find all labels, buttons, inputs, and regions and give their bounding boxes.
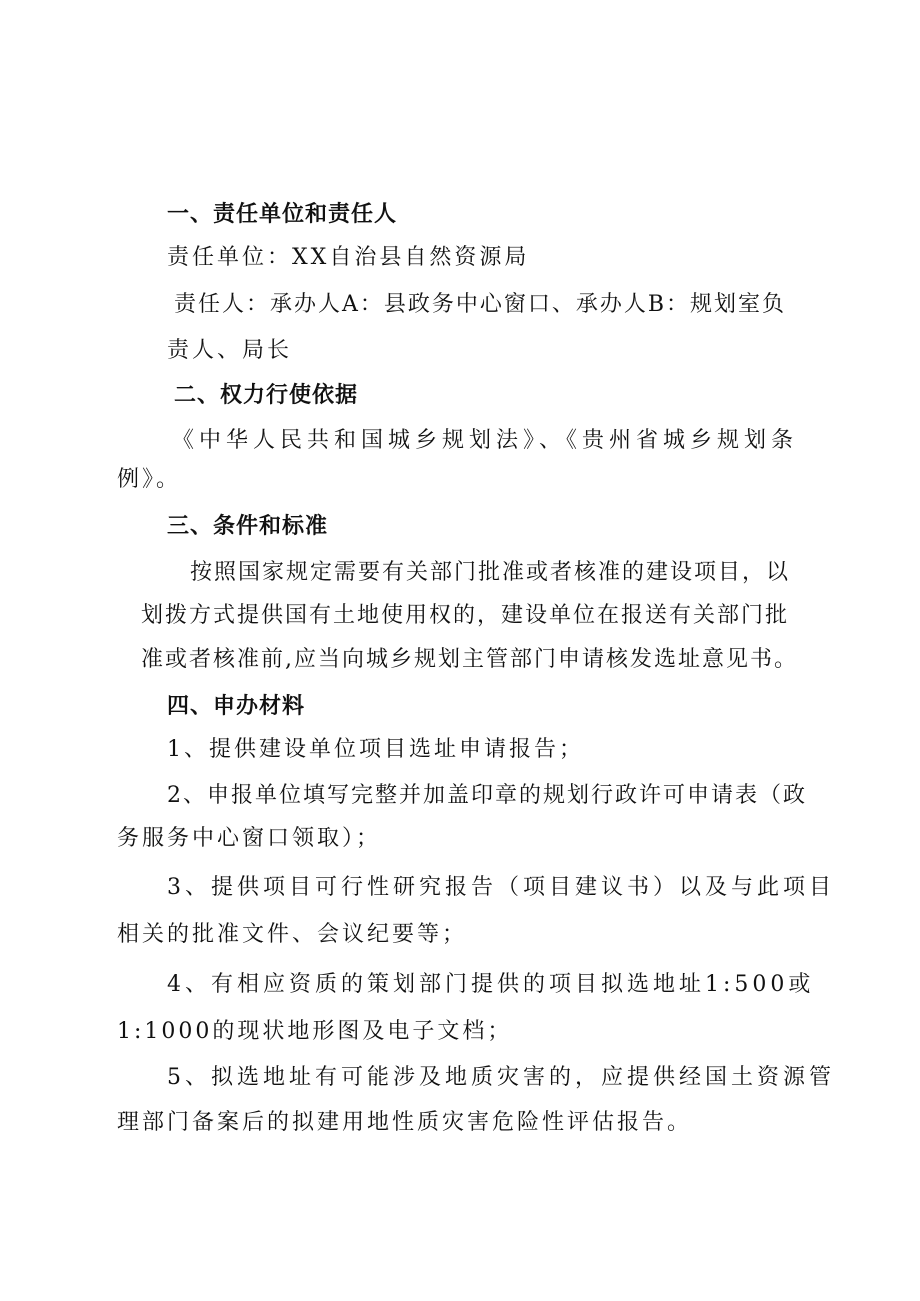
material-item-5-line-1: 5、拟选地址有可能涉及地质灾害的，应提供经国土资源管: [167, 1065, 835, 1090]
material-item-2-line-1: 2、申报单位填写完整并加盖印章的规划行政许可申请表（政: [167, 783, 807, 808]
section-2-heading: 二、权力行使依据: [174, 383, 359, 408]
responsible-person-line-1: 责任人：承办人A：县政务中心窗口、承办人B：规划室负: [174, 292, 787, 317]
section-4-heading: 四、申办材料: [167, 694, 306, 719]
legal-basis-line-2: 例》。: [117, 467, 182, 492]
conditions-line-2: 划拨方式提供国有土地使用权的，建设单位在报送有关部门批: [141, 603, 790, 628]
section-3-heading: 三、条件和标准: [167, 514, 329, 539]
legal-basis-line-1: 《中华人民共和国城乡规划法》、《贵州省城乡规划条: [172, 428, 799, 453]
conditions-line-1: 按照国家规定需要有关部门批准或者核准的建设项目，以: [190, 560, 791, 585]
material-item-5-line-2: 理部门备案后的拟建用地性质灾害危险性评估报告。: [117, 1110, 693, 1135]
material-item-4-line-2: 1:1000的现状地形图及电子文档；: [117, 1019, 513, 1044]
section-1-heading: 一、责任单位和责任人: [167, 202, 398, 227]
material-item-3-line-2: 相关的批准文件、会议纪要等；: [117, 922, 468, 947]
material-item-4-line-1: 4、有相应资质的策划部门提供的项目拟选地址1:500或: [167, 972, 815, 997]
material-item-3-line-1: 3、提供项目可行性研究报告（项目建议书）以及与此项目: [167, 875, 835, 900]
material-item-2-line-2: 务服务中心窗口领取）；: [117, 826, 382, 851]
conditions-line-3: 准或者核准前,应当向城乡规划主管部门申请核发选址意见书。: [141, 647, 798, 672]
material-item-1: 1、提供建设单位项目选址申请报告；: [167, 737, 584, 762]
responsible-unit: 责任单位：XX自治县自然资源局: [167, 245, 530, 270]
responsible-person-line-2: 责人、局长: [167, 338, 293, 363]
